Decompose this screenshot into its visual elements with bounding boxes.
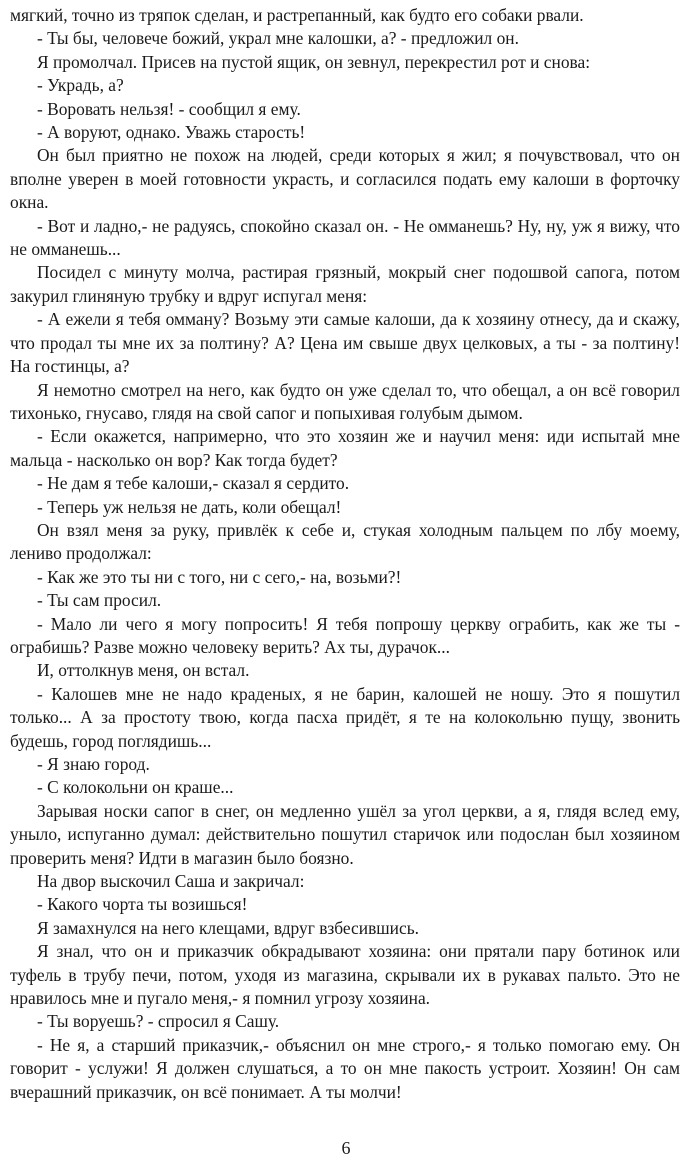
paragraph: На двор выскочил Саша и закричал: (37, 871, 305, 892)
paragraph: - Теперь уж нельзя не дать, коли обещал! (37, 496, 342, 517)
paragraph: - С колокольни он краше... (37, 777, 234, 798)
paragraph: Посидел с минуту молча, растирая грязный, мокрый снег подошвой сапога, потом закурил глиняную трубку и вдруг испугал меня: (10, 262, 680, 306)
paragraph: Я немотно смотрел на него, как будто он уже сделал то, что обещал, а он всё говорил тихонько, гнусаво, глядя на свой сапог и попыхивая голубым дымом. (10, 379, 680, 423)
paragraph: Я замахнулся на него клещами, вдруг взбесившись. (37, 917, 419, 938)
paragraph: - Не я, а старший приказчик,- объяснил он мне строго,- я только помогаю ему. Он говорит - услужи! Я должен слушаться, а то он мне пакость устроит. Хозяин! Он сам вчерашний приказчик, он всё понимает. А ты молчи! (10, 1034, 680, 1102)
paragraph: Зарывая носки сапог в снег, он медленно ушёл за угол церкви, а я, глядя вслед ему, уныло, испуганно думал: действительно пошутил старичок или подослан был хозяином проверить меня? Идти в магазин было боязно. (10, 800, 680, 868)
paragraph: мягкий, точно из тряпок сделан, и растрепанный, как будто его собаки рвали. (10, 5, 584, 25)
paragraph: - Ты воруешь? - спросил я Сашу. (37, 1011, 280, 1032)
paragraph: - Вот и ладно,- не радуясь, спокойно сказал он. - Не омманешь? Ну, ну, уж я вижу, что не омманешь... (10, 215, 680, 260)
paragraph: И, оттолкнув меня, он встал. (37, 660, 250, 681)
paragraph: - Украдь, а? (37, 75, 124, 96)
paragraph: Я знал, что он и приказчик обкрадывают хозяина: они прятали пару ботинок или туфель в трубу печи, потом, уходя из магазина, скрывали их в рукавах пальто. Это не нравилось мне и пугало меня,- я помнил угрозу хозяина. (10, 941, 680, 1009)
paragraph: - Воровать нельзя! - сообщил я ему. (37, 98, 301, 119)
page-number: 6 (341, 1138, 351, 1158)
paragraph: - Калошев мне не надо краденых, я не барин, калошей не ношу. Это я пошутил только... А за простоту твою, когда пасха придёт, я те на колокольню пущу, звонить будешь, город поглядишь... (10, 683, 680, 751)
paragraph: - Не дам я тебе калоши,- сказал я сердито. (37, 473, 350, 494)
paragraph: - А воруют, однако. Уважь старость! (37, 122, 306, 143)
paragraph: - Я знаю город. (37, 754, 150, 774)
paragraph: - Как же это ты ни с того, ни с сего,- на, возьми?! (37, 566, 402, 587)
paragraph: - Мало ли чего я могу попросить! Я тебя попрошу церкву ограбить, как же ты - ограбишь? Разве можно человеку верить? Ах ты, дурачок... (10, 613, 680, 657)
paragraph: Он был приятно не похож на людей, среди которых я жил; я почувствовал, что он вполне уверен в моей готовности украсть, и согласился подать ему калоши в форточку окна. (10, 145, 680, 213)
paragraph: - Если окажется, напримерно, что это хозяин же и научил меня: иди испытай мне мальца - насколько он вор? Как тогда будет? (10, 426, 680, 470)
page-body (10, 4, 680, 1104)
paragraph: - Какого чорта ты возишься! (37, 894, 248, 915)
paragraph: Я промолчал. Присев на пустой ящик, он зевнул, перекрестил рот и снова: (37, 51, 591, 72)
paragraph: - А ежели я тебя омману? Возьму эти самые калоши, да к хозяину отнесу, да и скажу, что продал ты мне их за полтину? А? Цена им свыше двух целковых, а ты - за полтину! На гостинцы, а? (10, 309, 680, 377)
paragraph: - Ты сам просил. (37, 590, 162, 611)
paragraph: Он взял меня за руку, привлёк к себе и, стукая холодным пальцем по лбу моему, лениво продолжал: (10, 519, 680, 564)
paragraph: - Ты бы, человече божий, украл мне калошки, а? - предложил он. (37, 28, 519, 49)
